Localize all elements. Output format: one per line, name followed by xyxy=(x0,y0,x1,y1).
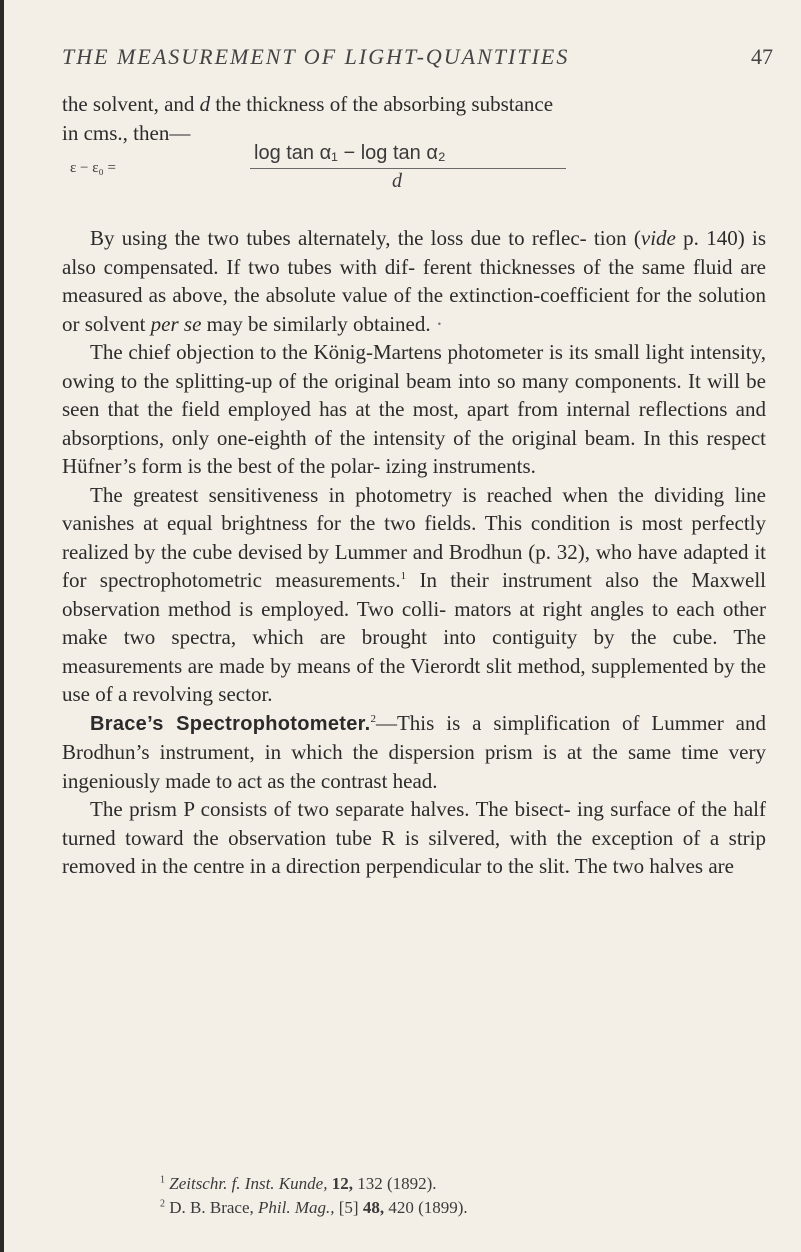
footnote-ref-2: 2 xyxy=(370,712,376,725)
intro-variable-d: d xyxy=(199,92,211,116)
stray-dot: · xyxy=(435,311,443,336)
paragraph-brace: Brace’s Spectrophotometer.$^2$—This is a simplification of Lummer and Brodhun’s instrument, in which the dispersion prism is at the same time very ingeniously made to act as the contrast head. xyxy=(62,710,766,793)
intro-text xyxy=(62,90,766,147)
running-title: THE MEASUREMENT OF LIGHT-QUANTITIES xyxy=(62,44,570,69)
intro-line-2: in cms., then— xyxy=(62,120,191,145)
fraction-bar xyxy=(250,168,566,169)
running-header xyxy=(62,44,773,76)
intro-line-1a: the solvent, and xyxy=(62,92,200,116)
section-heading-brace: Brace’s Spectrophotometer. xyxy=(90,712,371,735)
formula-numerator: log tan α₁ − log tan α₂ xyxy=(254,142,446,164)
formula-denominator: d xyxy=(392,170,402,192)
footnote-ref-1: 1 xyxy=(400,570,407,582)
footnotes xyxy=(62,1172,766,1220)
extinction-formula xyxy=(62,142,582,202)
paragraph-sensitiveness: The greatest sensitiveness in photometry is reached when the dividing line vanishes at equal brightness for the two fields. This condition is most perfectly realized by the cube devised by Lummer and Brodhun (p. 32), who have adapted it for spectrophotometric measurements.$^1$ In their instrument also the Maxwell observation method is employed. Two colli- mators at right angles to each other make two spectra, which are brought into contiguity by the cube. The measurements are made by means of the Vierordt slit method, supplemented by the use of a revolving sector. xyxy=(62,482,766,706)
page-number: 47 xyxy=(751,44,773,69)
footnote-2: $^2$ D. B. Brace, Phil. Mag., [5] 48, 420 (1899). xyxy=(160,1198,468,1217)
italic-per-se: per se xyxy=(150,311,202,336)
paragraph-prism: The prism P consists of two separate halves. The bisect- ing surface of the half turned toward the observation tube R is silvered, with the exception of a strip removed in the centre in a direction perpendicular to the slit. The two halves are xyxy=(62,797,766,878)
italic-vide: vide xyxy=(640,226,676,250)
footnote-1: $^1$ Zeitschr. f. Inst. Kunde, 12, 132 (1892). xyxy=(160,1174,437,1193)
intro-line-1b: the thickness of the absorbing substance xyxy=(210,92,554,116)
paragraph-konig-martens: The chief objection to the König-Martens photometer is its small light intensity, owing to the splitting-up of the original beam into so many components. It will be seen that the field employed has at the most, apart from internal reflections and absorptions, only one-eighth of the intensity of the original beam. In this respect Hüfner’s form is the best of the polar- izing instruments. xyxy=(62,340,766,478)
formula-lhs: ε − ε₀ = xyxy=(70,160,116,176)
body-text xyxy=(62,224,766,881)
page-edge xyxy=(0,0,4,1252)
paragraph-reflection: By using the two tubes alternately, the loss due to reflec- tion (vide p. 140) is also compensated. If two tubes with dif- ferent thicknesses of the same fluid are measured as above, the absolute value of the extinction-coefficient for the solution or solvent per se may be similarly obtained. · xyxy=(62,226,766,336)
